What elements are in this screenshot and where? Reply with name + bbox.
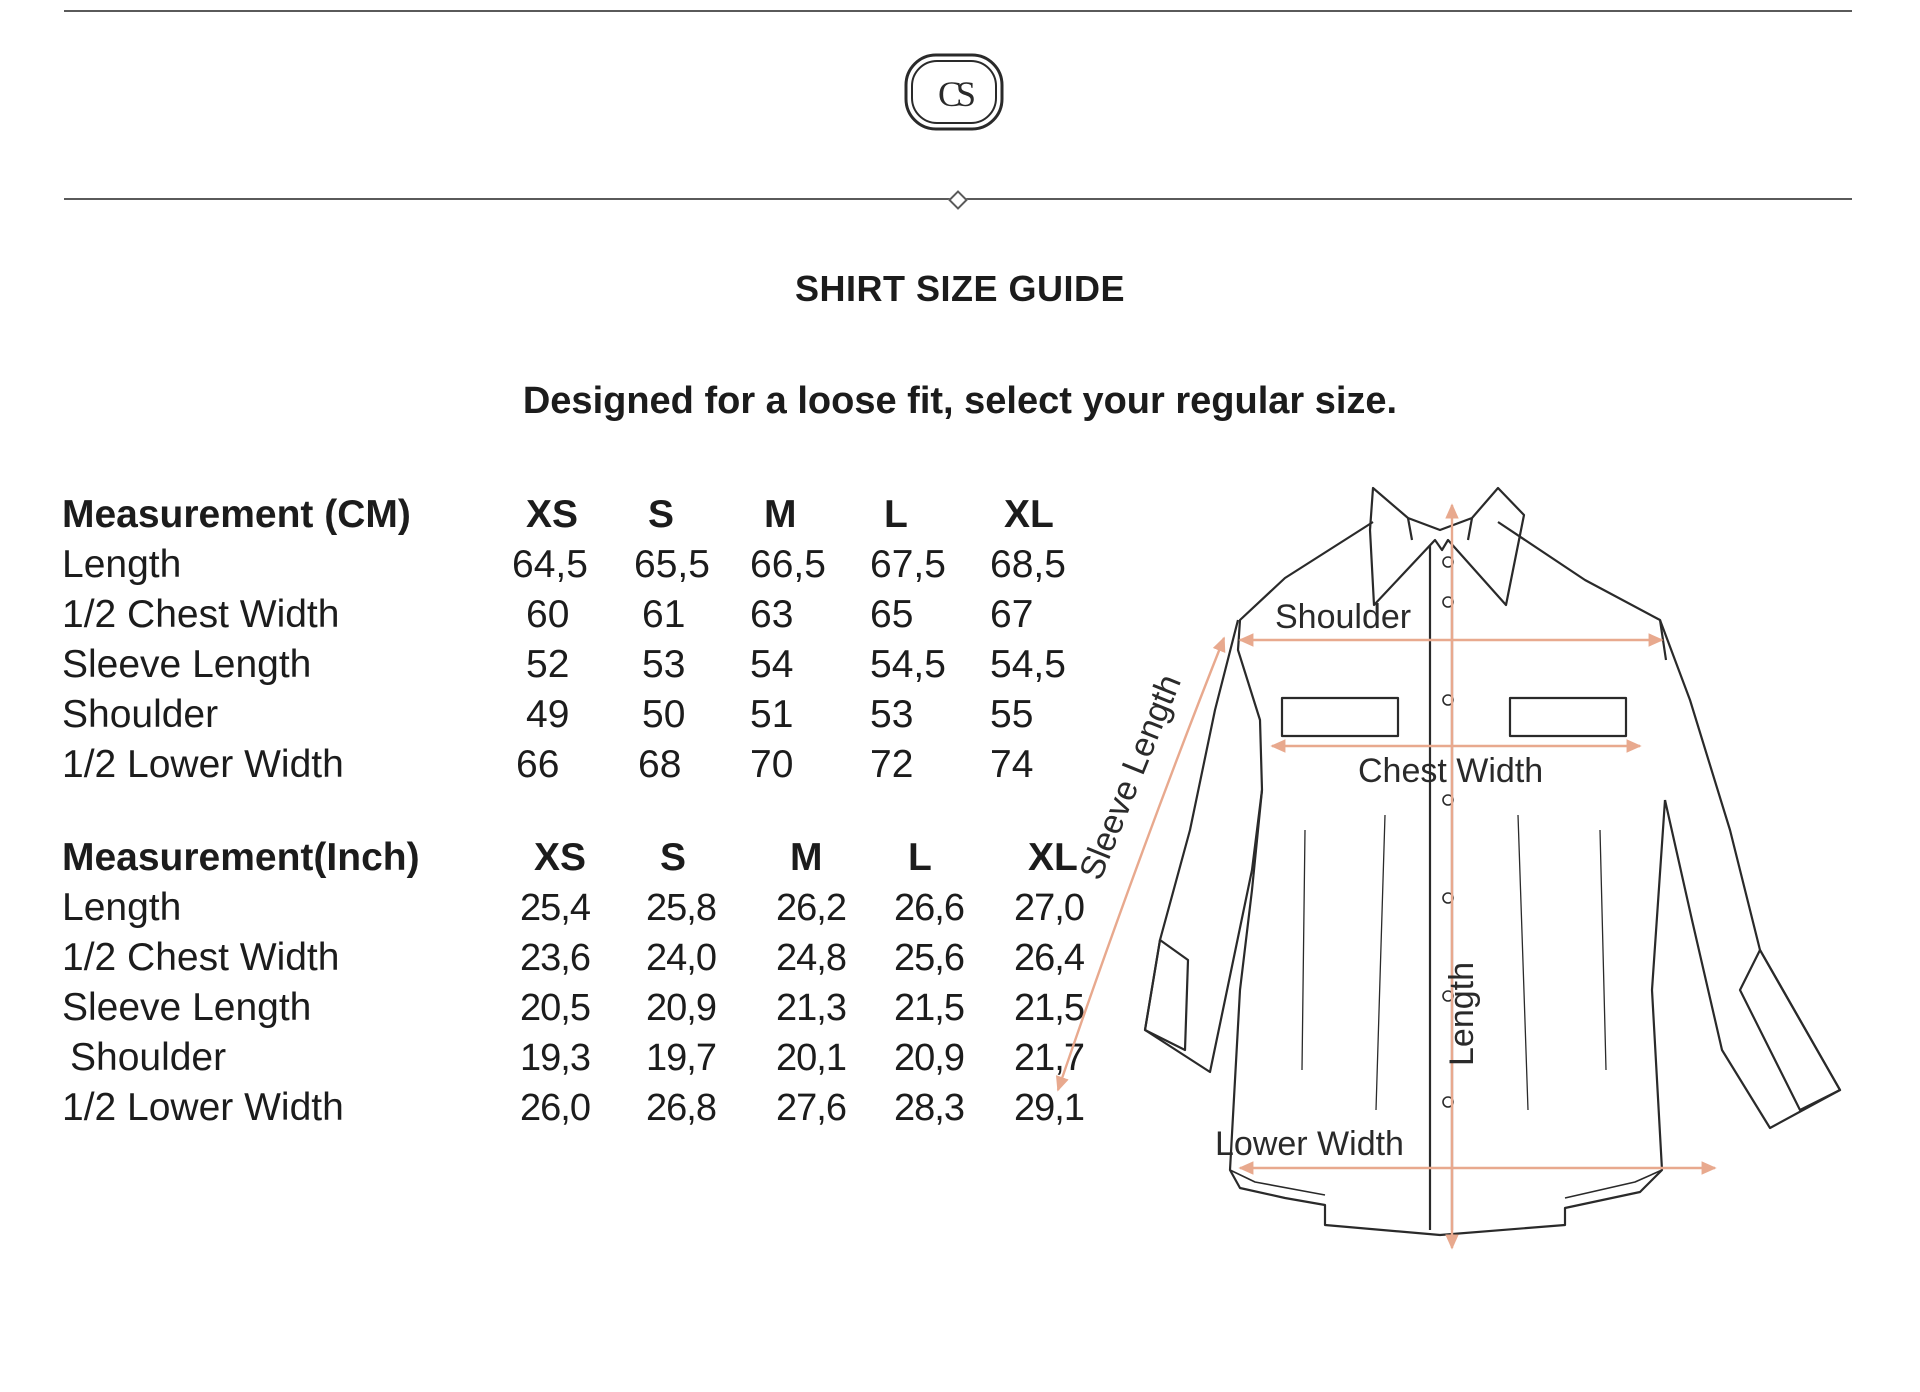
table-row — [62, 933, 1138, 983]
cell-value: 19,3 — [520, 1037, 590, 1079]
table-row — [62, 1033, 1138, 1083]
size-table-inch — [62, 833, 1138, 1133]
table-row — [62, 540, 1114, 590]
cell-value: 29,1 — [1014, 1087, 1084, 1129]
table-row — [62, 1083, 1138, 1133]
length-label: Length — [1443, 962, 1481, 1066]
logo-text: CS — [937, 74, 971, 114]
table-header-row — [62, 833, 1138, 883]
cell-value: 25,8 — [646, 887, 716, 929]
row-label: Length — [62, 886, 182, 929]
cell-value: 49 — [526, 693, 570, 736]
cell-value: 20,9 — [646, 987, 716, 1029]
cell-value: 54,5 — [990, 643, 1066, 686]
size-header-m: M — [764, 493, 797, 536]
cell-value: 25,4 — [520, 887, 590, 929]
table-header-row — [62, 490, 1114, 540]
shirt-outline — [1145, 488, 1840, 1235]
cell-value: 26,4 — [1014, 937, 1084, 979]
chest-width-label: Chest Width — [1358, 752, 1544, 790]
shoulder-label: Shoulder — [1275, 598, 1412, 636]
top-divider — [64, 10, 1852, 12]
cell-value: 60 — [526, 593, 570, 636]
cell-value: 65,5 — [634, 543, 710, 586]
cell-value: 24,8 — [776, 937, 846, 979]
row-label: Sleeve Length — [62, 643, 312, 686]
size-header-xs: XS — [526, 493, 579, 536]
cell-value: 23,6 — [520, 937, 590, 979]
cell-value: 53 — [870, 693, 914, 736]
cell-value: 64,5 — [512, 543, 588, 586]
cell-value: 63 — [750, 593, 794, 636]
size-header-s: S — [648, 493, 675, 536]
cell-value: 27,6 — [776, 1087, 846, 1129]
cell-value: 67,5 — [870, 543, 946, 586]
sleeve-length-label: Sleeve Length — [1072, 669, 1189, 885]
cell-value: 67 — [990, 593, 1034, 636]
cell-value: 26,0 — [520, 1087, 590, 1129]
table-row — [62, 690, 1114, 740]
cell-value: 20,5 — [520, 987, 590, 1029]
cell-value: 55 — [990, 693, 1034, 736]
page-subtitle: Designed for a loose fit, select your regular size. — [522, 380, 1398, 422]
cell-value: 19,7 — [646, 1037, 716, 1079]
cell-value: 61 — [642, 593, 686, 636]
shirt-diagram — [1040, 470, 1860, 1270]
cell-value: 21,5 — [1014, 987, 1084, 1029]
divider-ornament-icon — [948, 190, 968, 210]
cell-value: 72 — [870, 743, 914, 786]
cell-value: 26,2 — [776, 887, 846, 929]
cell-value: 24,0 — [646, 937, 716, 979]
row-label: 1/2 Lower Width — [62, 1086, 344, 1129]
cell-value: 74 — [990, 743, 1034, 786]
size-header-l: L — [908, 836, 932, 879]
table-heading-inch: Measurement(Inch) — [62, 836, 420, 879]
table-row — [62, 740, 1114, 790]
cell-value: 21,7 — [1014, 1037, 1084, 1079]
cell-value: 27,0 — [1014, 887, 1084, 929]
cell-value: 20,1 — [776, 1037, 846, 1079]
cell-value: 52 — [526, 643, 570, 686]
cell-value: 66 — [516, 743, 560, 786]
cell-value: 20,9 — [894, 1037, 964, 1079]
cell-value: 26,8 — [646, 1087, 716, 1129]
size-header-xs: XS — [534, 836, 587, 879]
row-label: 1/2 Chest Width — [62, 936, 340, 979]
cell-value: 51 — [750, 693, 794, 736]
size-table-cm — [62, 490, 1114, 790]
cell-value: 66,5 — [750, 543, 826, 586]
cell-value: 54 — [750, 643, 794, 686]
table-row — [62, 983, 1138, 1033]
cell-value: 50 — [642, 693, 686, 736]
cell-value: 53 — [642, 643, 686, 686]
size-header-xl: XL — [1028, 836, 1078, 879]
page-title: SHIRT SIZE GUIDE — [794, 268, 1126, 309]
cell-value: 54,5 — [870, 643, 946, 686]
cell-value: 26,6 — [894, 887, 964, 929]
row-label: Shoulder — [62, 693, 219, 736]
lower-width-label: Lower Width — [1215, 1125, 1404, 1163]
cell-value: 21,3 — [776, 987, 846, 1029]
cell-value: 70 — [750, 743, 794, 786]
cell-value: 25,6 — [894, 937, 964, 979]
cell-value: 65 — [870, 593, 914, 636]
cell-value: 21,5 — [894, 987, 964, 1029]
row-label: Sleeve Length — [62, 986, 312, 1029]
row-label: 1/2 Lower Width — [62, 743, 344, 786]
table-row — [62, 640, 1114, 690]
table-heading-cm: Measurement (CM) — [62, 493, 411, 536]
table-row — [62, 590, 1114, 640]
brand-logo — [903, 52, 1005, 132]
size-header-xl: XL — [1004, 493, 1054, 536]
row-label: 1/2 Chest Width — [62, 593, 340, 636]
row-label: Shoulder — [70, 1036, 227, 1079]
size-header-s: S — [660, 836, 687, 879]
cell-value: 68 — [638, 743, 682, 786]
cell-value: 68,5 — [990, 543, 1066, 586]
row-label: Length — [62, 543, 182, 586]
table-row — [62, 883, 1138, 933]
size-header-l: L — [884, 493, 908, 536]
size-header-m: M — [790, 836, 823, 879]
cell-value: 28,3 — [894, 1087, 964, 1129]
